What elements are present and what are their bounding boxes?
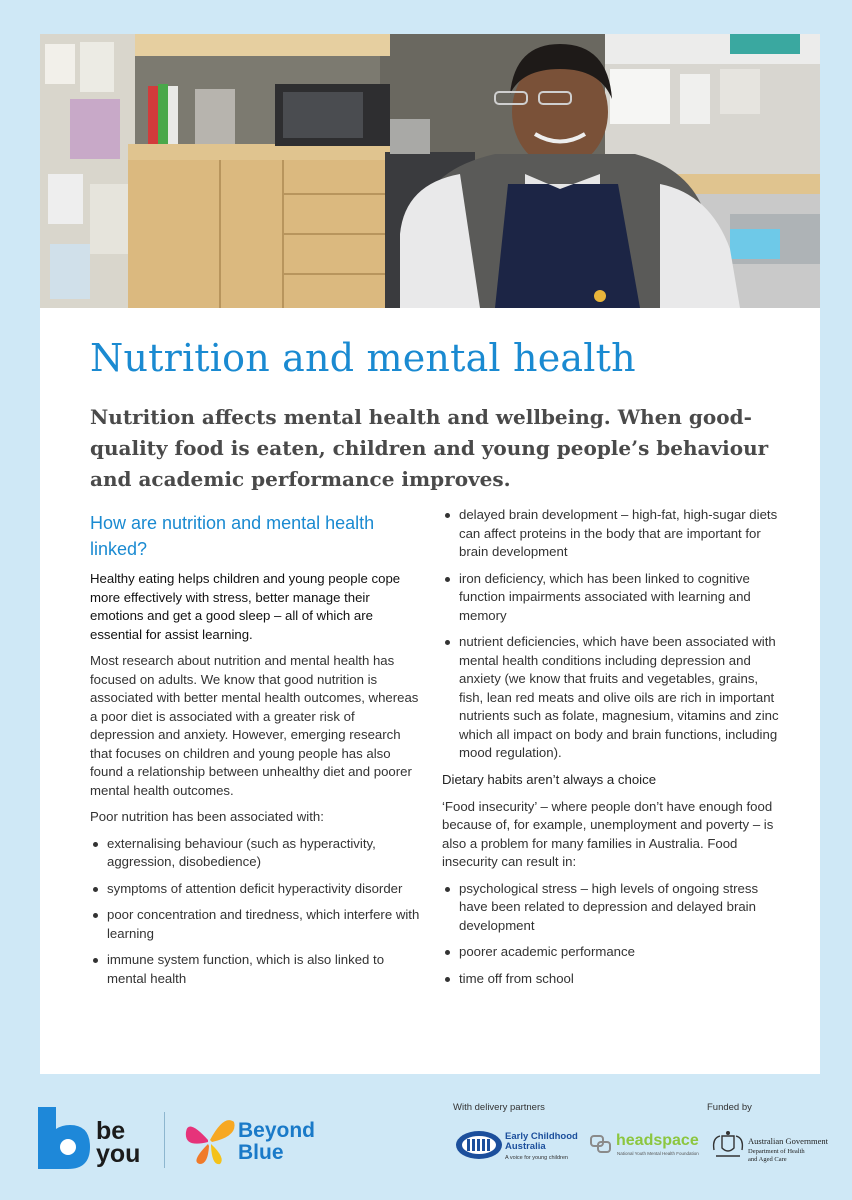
list-item: symptoms of attention deficit hyperactivity disorder xyxy=(90,880,420,899)
australian-government-name: Australian Government Department of Health and Aged Care xyxy=(748,1136,829,1163)
butterfly-icon xyxy=(184,1112,236,1166)
list-item: immune system function, which is also linked to mental health xyxy=(90,951,420,988)
research-paragraph: Most research about nutrition and mental health has focused on adults. We know that good nutrition is associated with better mental health outcomes, whereas a poor diet is associated with a greater risk of depression and anxiety. However, emerging research that focuses on children and young people has also found a relationship between unhealthy diet and poorer mental health outcomes. xyxy=(90,653,419,798)
right-column xyxy=(442,507,782,996)
list-item: iron deficiency, which has been linked to cognitive function impairments associated with learning and memory xyxy=(442,570,782,626)
factsheet-page xyxy=(40,34,820,1074)
beyond-blue-wordmark: Beyond Blue xyxy=(238,1119,316,1164)
headspace-logo-icon xyxy=(589,1132,613,1156)
list-item: psychological stress – high levels of ongoing stress have been related to depression and delayed brain development xyxy=(442,880,782,936)
list-item: time off from school xyxy=(442,970,782,989)
early-childhood-australia-name: Early Childhood Australia A voice for young children xyxy=(505,1131,578,1161)
logo-divider xyxy=(164,1112,165,1168)
early-childhood-australia-logo-icon xyxy=(455,1130,503,1160)
funded-label: Funded by xyxy=(707,1102,752,1113)
section-heading: How are nutrition and mental health linked? xyxy=(90,513,375,559)
footer xyxy=(0,1074,852,1200)
intro-paragraph: Healthy eating helps children and young people cope more effectively with stress, better manage their emotions and get a good sleep – all of which are essential for assist learning. xyxy=(90,571,401,642)
effects-list xyxy=(442,506,782,763)
partners-label: With delivery partners xyxy=(453,1102,545,1113)
list-item: nutrient deficiencies, which have been associated with mental health conditions including depression and anxiety (we know that fruits and vegetables, grains, fish, lean red meats and olive oils are rich in important nutrients such as folate, magnesium, vitamins and zinc which all impact on body and brain functions, including mood regulation). xyxy=(442,633,782,763)
food-insecurity-list xyxy=(442,880,782,989)
coat-of-arms-icon xyxy=(710,1130,746,1162)
dietary-habits-heading: Dietary habits aren’t always a choice xyxy=(442,771,657,787)
headspace-wordmark: headspace National Youth Mental Health Foundation xyxy=(616,1132,699,1156)
page-title: Nutrition and mental health xyxy=(90,336,636,380)
poor-nutrition-list xyxy=(90,835,420,989)
be-you-logo-icon xyxy=(38,1107,92,1169)
list-item: externalising behaviour (such as hyperactivity, aggression, disobedience) xyxy=(90,835,420,872)
list-item: poor concentration and tiredness, which interfere with learning xyxy=(90,906,420,943)
hero-photo xyxy=(40,34,820,308)
list-item: delayed brain development – high-fat, high-sugar diets can affect proteins in the body that are important for brain development xyxy=(442,506,782,562)
department-name: Department of Health and Aged Care xyxy=(748,1148,805,1163)
lead-paragraph: Nutrition affects mental health and wellbeing. When good-quality food is eaten, children and young people’s behaviour and academic performance improves. xyxy=(90,405,769,491)
left-column xyxy=(90,510,420,996)
food-insecurity-paragraph: ‘Food insecurity’ – where people don’t have enough food because of, for example, unemployment and poverty – is also a problem for many families in Australia. Food insecurity can result in: xyxy=(442,798,774,869)
list-item: poorer academic performance xyxy=(442,943,782,962)
be-you-wordmark: be you xyxy=(96,1117,141,1168)
poor-nutrition-label: Poor nutrition has been associated with: xyxy=(90,809,324,824)
